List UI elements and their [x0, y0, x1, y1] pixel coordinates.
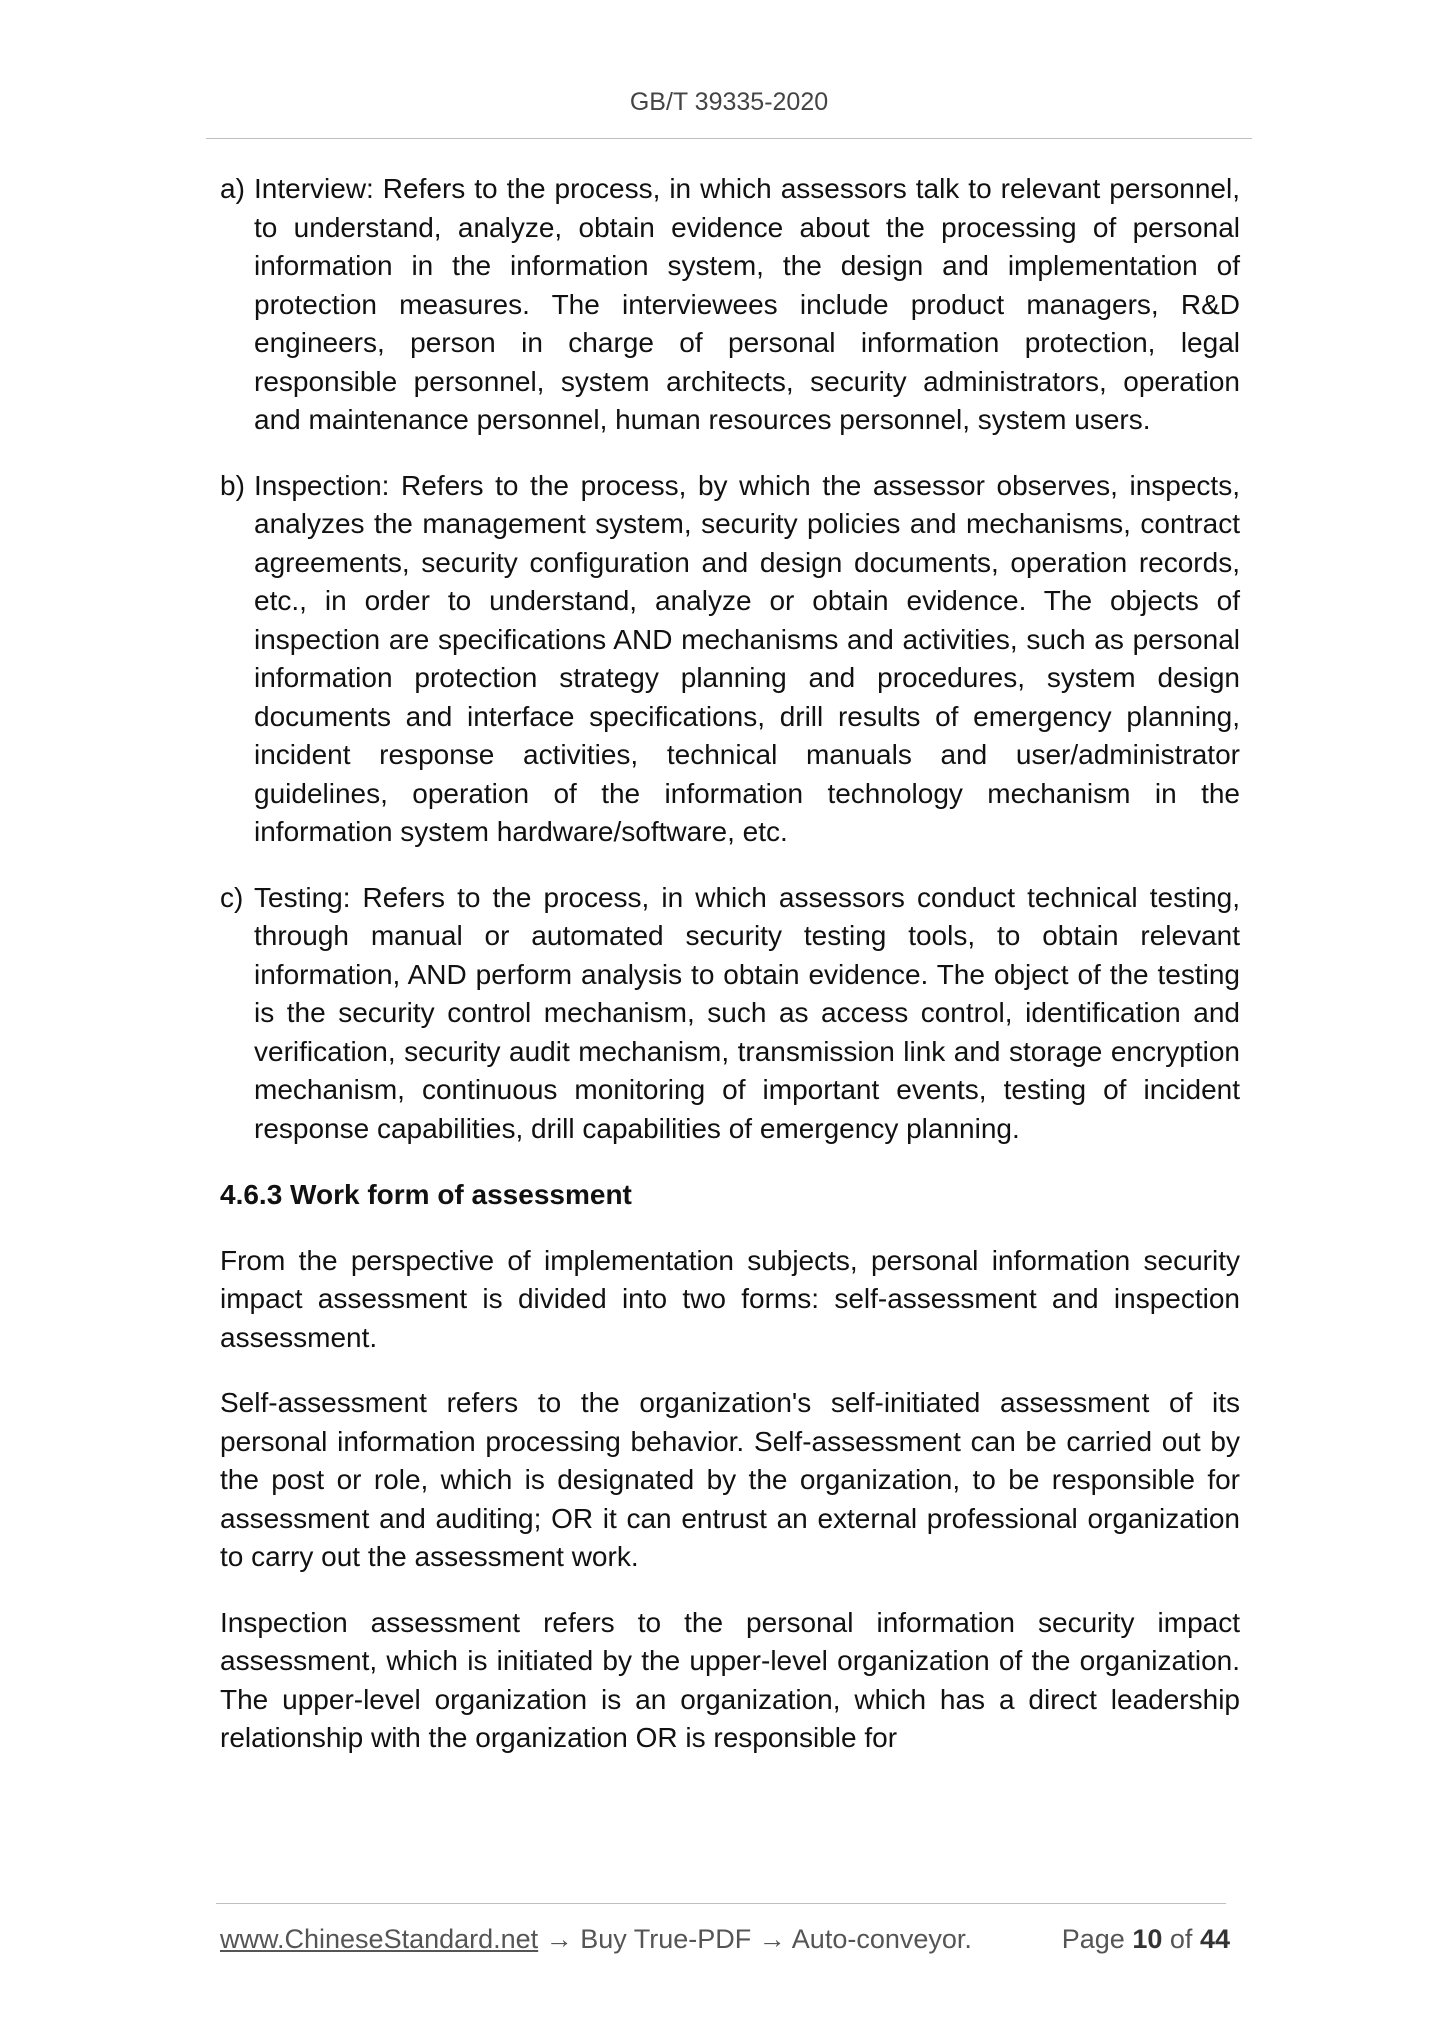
list-marker: b)	[220, 469, 245, 501]
header-divider	[206, 138, 1252, 139]
page-number: 10	[1132, 1924, 1163, 1954]
auto-conveyor-text: Auto-conveyor.	[791, 1924, 972, 1954]
paragraph: From the perspective of implementation subjects, personal information security impact assessment is divided into two forms: self-assessment and inspection assessment.	[220, 1244, 1240, 1353]
list-item-inspection	[184, 467, 1240, 852]
list-item-text: Interview: Refers to the process, in which assessors talk to relevant personnel, to understand, analyze, obtain evidence about the processing of personal information in the information system, the design and implementation of protection measures. The interviewees include product managers, R&D engineers, person in charge of personal information protection, legal responsible personnel, system architects, security administrators, operation and maintenance personnel, human resources personnel, system users.	[254, 173, 1240, 435]
list-marker: c)	[220, 881, 244, 913]
document-body	[220, 170, 1240, 1785]
page-total: 44	[1199, 1924, 1230, 1954]
arrow-icon: →	[758, 1924, 786, 1954]
document-id-header: GB/T 39335-2020	[629, 88, 829, 116]
list-item-interview	[184, 170, 1240, 440]
page-label: Page	[1061, 1924, 1125, 1954]
paragraph: Inspection assessment refers to the personal information security impact assessment, which is initiated by the upper-level organization of the organization. The upper-level organization is an organization, which has a direct leadership relationship with the organization OR is responsible for	[220, 1606, 1240, 1753]
footer-divider	[216, 1903, 1226, 1904]
site-link[interactable]: www.ChineseStandard.net	[220, 1924, 539, 1954]
list-item-testing	[184, 879, 1240, 1149]
list-item-text: Inspection: Refers to the process, by which the assessor observes, inspects, analyzes the management system, security policies and mechanisms, contract agreements, security configuration and design documents, operation records, etc., in order to understand, analyze or obtain evidence. The objects of inspection are specifications AND mechanisms and activities, such as personal information protection strategy planning and procedures, system design documents and interface specifications, drill results of emergency planning, incident response activities, technical manuals and user/administrator guidelines, operation of the information technology mechanism in the information system hardware/software, etc.	[254, 469, 1240, 847]
section-heading: 4.6.3 Work form of assessment	[220, 1179, 632, 1210]
page-counter	[1062, 1924, 1230, 1955]
page-footer	[220, 1924, 1230, 1955]
list-item-text: Testing: Refers to the process, in which assessors conduct technical testing, through manual or automated security testing tools, to obtain relevant information, AND perform analysis to obtain evidence. The object of the testing is the security control mechanism, such as access control, identification and verification, security audit mechanism, transmission link and storage encryption mechanism, continuous monitoring of important events, testing of incident response capabilities, drill capabilities of emergency planning.	[254, 881, 1240, 1144]
buy-pdf-text: Buy True-PDF	[580, 1924, 752, 1954]
of-label: of	[1169, 1924, 1193, 1954]
paragraph: Self-assessment refers to the organization's self-initiated assessment of its personal information processing behavior. Self-assessment can be carried out by the post or role, which is designated by the organization, to be responsible for assessment and auditing; OR it can entrust an external professional organization to carry out the assessment work.	[220, 1387, 1240, 1572]
list-marker: a)	[220, 173, 245, 204]
arrow-icon: →	[545, 1924, 573, 1954]
